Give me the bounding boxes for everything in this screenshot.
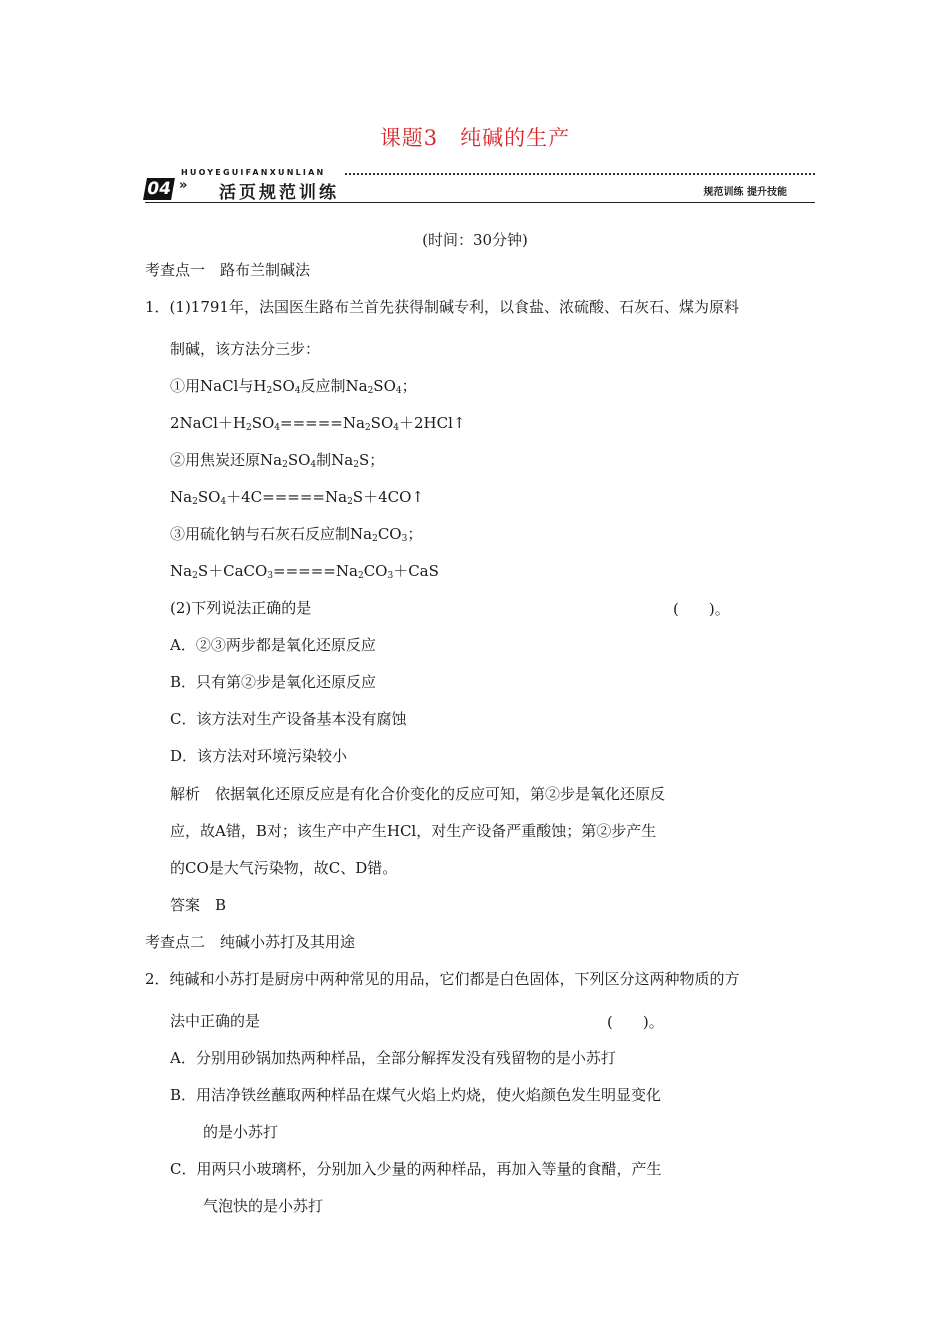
option-b: B．只有第②步是氧化还原反应 — [170, 673, 377, 691]
step-2: ②用焦炭还原$Na_2SO_4$制$Na_2S$； — [170, 451, 385, 470]
answer-blank-1: ( )。 — [673, 600, 730, 618]
banner-title: 活页规范训练 — [219, 183, 339, 203]
question-2-line-1: 2．纯碱和小苏打是厨房中两种常见的用品，它们都是白色固体，下列区分这两种物质的方 — [145, 970, 740, 988]
equation-2: $Na_2SO_4+4C=====Na_2S+4CO↑$ — [170, 488, 424, 507]
section-heading-1: 考查点一 路布兰制碱法 — [145, 261, 311, 279]
equation-1: $2NaCl+H_2SO_4=====Na_2SO_4+2HCl↑$ — [170, 414, 466, 433]
banner-number: 04 — [143, 178, 175, 200]
option-d: D．该方法对环境污染较小 — [170, 747, 348, 765]
banner-pinyin: HUOYEGUIFANXUNLIAN — [181, 168, 326, 177]
analysis-line-3: 的CO是大气污染物，故C、D错。 — [170, 859, 398, 877]
analysis-line-1: 解析 依据氧化还原反应是有化合价变化的反应可知，第②步是氧化还原反 — [170, 785, 666, 803]
analysis-line-2: 应，故A错，B对；该生产中产生HCl，对生产设备严重酸蚀；第②步产生 — [170, 822, 657, 840]
question-1-part-2: (2)下列说法正确的是 — [170, 599, 312, 617]
q2-option-c-line-1: C．用两只小玻璃杯，分别加入少量的两种样品，再加入等量的食醋，产生 — [170, 1160, 662, 1178]
question-1-line-1: 1．(1)1791年，法国医生路布兰首先获得制碱专利，以食盐、浓硫酸、石灰石、煤为原料 — [145, 298, 739, 316]
option-a: A．②③两步都是氧化还原反应 — [170, 636, 376, 654]
banner-arrow-icon: » — [179, 178, 188, 193]
banner-slogan: 规范训练 提升技能 — [703, 187, 787, 198]
step-3: ③用硫化钠与石灰石反应制$Na_2CO_3$； — [170, 525, 423, 544]
section-heading-2: 考查点二 纯碱小苏打及其用途 — [145, 933, 356, 951]
banner-dotted-line — [345, 173, 815, 175]
section-banner — [145, 166, 815, 206]
time-limit: (时间：30分钟) — [422, 231, 528, 249]
answer-blank-2: ( )。 — [607, 1013, 664, 1031]
q2-option-a: A．分别用砂锅加热两种样品，全部分解挥发没有残留物的是小苏打 — [170, 1049, 616, 1067]
q2-option-b-line-2: 的是小苏打 — [203, 1123, 279, 1141]
equation-3: $Na_2S+CaCO_3=====Na_2CO_3+CaS$ — [170, 562, 439, 581]
step-1: ①用NaCl与$H_2SO_4$反应制$Na_2SO_4$； — [170, 377, 417, 396]
option-c: C．该方法对生产设备基本没有腐蚀 — [170, 710, 407, 728]
question-2-line-2: 法中正确的是 — [170, 1012, 261, 1030]
q2-option-b-line-1: B．用洁净铁丝蘸取两种样品在煤气火焰上灼烧，使火焰颜色发生明显变化 — [170, 1086, 662, 1104]
page-title: 课题3 纯碱的生产 — [379, 126, 571, 150]
answer-1: 答案 B — [170, 896, 227, 914]
q2-option-c-line-2: 气泡快的是小苏打 — [203, 1197, 324, 1215]
question-1-line-2: 制碱，该方法分三步： — [170, 340, 321, 358]
banner-rule — [145, 202, 815, 203]
